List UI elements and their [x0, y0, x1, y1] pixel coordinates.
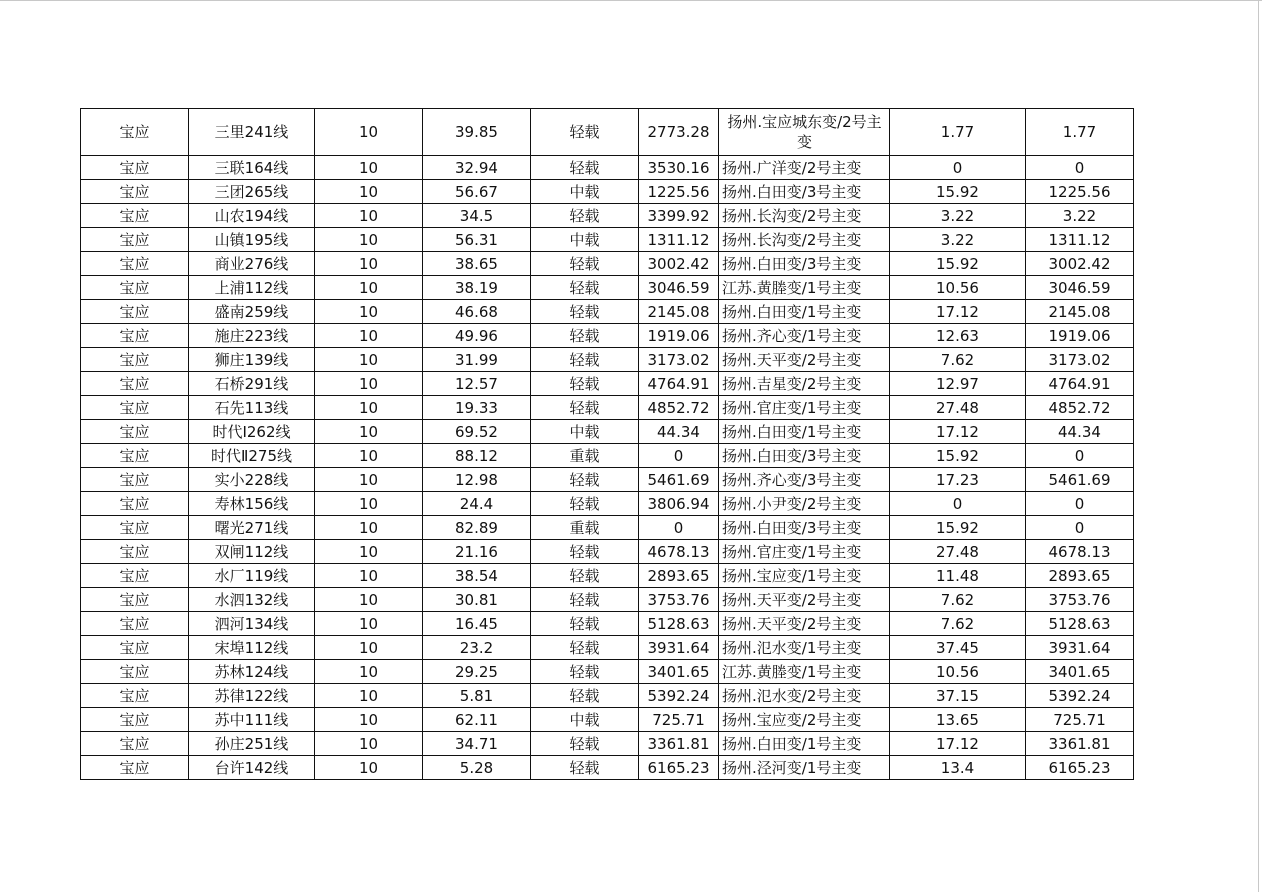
line-name-cell: 三团265线 [189, 180, 315, 204]
transfer-capacity-cell: 0 [1026, 156, 1134, 180]
table-row [81, 732, 1134, 756]
line-name-cell: 宋埠112线 [189, 636, 315, 660]
line-name-cell: 石桥291线 [189, 372, 315, 396]
voltage-cell: 10 [315, 708, 423, 732]
region-cell: 宝应 [81, 420, 189, 444]
table-row [81, 492, 1134, 516]
line-name-cell: 孙庄251线 [189, 732, 315, 756]
transformer-margin-cell: 3.22 [890, 204, 1026, 228]
load-rate-cell: 29.25 [423, 660, 531, 684]
capacity-cell: 1225.56 [639, 180, 719, 204]
transformer-margin-cell: 15.92 [890, 180, 1026, 204]
voltage-cell: 10 [315, 228, 423, 252]
load-status-cell: 轻载 [531, 732, 639, 756]
load-rate-cell: 5.81 [423, 684, 531, 708]
substation-cell: 扬州.官庄变/1号主变 [719, 540, 890, 564]
load-status-cell: 轻载 [531, 756, 639, 780]
load-rate-cell: 62.11 [423, 708, 531, 732]
line-name-cell: 水厂119线 [189, 564, 315, 588]
load-status-cell: 轻载 [531, 468, 639, 492]
load-rate-cell: 24.4 [423, 492, 531, 516]
load-rate-cell: 12.98 [423, 468, 531, 492]
load-rate-cell: 12.57 [423, 372, 531, 396]
region-cell: 宝应 [81, 109, 189, 156]
load-status-cell: 轻载 [531, 109, 639, 156]
table-row [81, 420, 1134, 444]
region-cell: 宝应 [81, 324, 189, 348]
table-row [81, 468, 1134, 492]
voltage-cell: 10 [315, 109, 423, 156]
substation-cell: 扬州.天平变/2号主变 [719, 348, 890, 372]
feeder-load-table [80, 108, 1134, 780]
voltage-cell: 10 [315, 660, 423, 684]
load-status-cell: 轻载 [531, 564, 639, 588]
transformer-margin-cell: 10.56 [890, 660, 1026, 684]
load-status-cell: 中载 [531, 228, 639, 252]
region-cell: 宝应 [81, 468, 189, 492]
load-rate-cell: 38.19 [423, 276, 531, 300]
substation-cell: 扬州.泾河变/1号主变 [719, 756, 890, 780]
line-name-cell: 水泗132线 [189, 588, 315, 612]
line-name-cell: 施庄223线 [189, 324, 315, 348]
capacity-cell: 1919.06 [639, 324, 719, 348]
line-name-cell: 狮庄139线 [189, 348, 315, 372]
transformer-margin-cell: 15.92 [890, 516, 1026, 540]
line-name-cell: 时代Ⅰ262线 [189, 420, 315, 444]
region-cell: 宝应 [81, 348, 189, 372]
load-status-cell: 重载 [531, 444, 639, 468]
transfer-capacity-cell: 4852.72 [1026, 396, 1134, 420]
transformer-margin-cell: 12.97 [890, 372, 1026, 396]
voltage-cell: 10 [315, 468, 423, 492]
region-cell: 宝应 [81, 156, 189, 180]
transfer-capacity-cell: 5128.63 [1026, 612, 1134, 636]
transfer-capacity-cell: 1919.06 [1026, 324, 1134, 348]
capacity-cell: 5128.63 [639, 612, 719, 636]
table-row [81, 348, 1134, 372]
transformer-margin-cell: 7.62 [890, 612, 1026, 636]
capacity-cell: 5461.69 [639, 468, 719, 492]
region-cell: 宝应 [81, 516, 189, 540]
load-rate-cell: 34.71 [423, 732, 531, 756]
line-name-cell: 泗河134线 [189, 612, 315, 636]
voltage-cell: 10 [315, 324, 423, 348]
substation-cell: 江苏.黄塍变/1号主变 [719, 660, 890, 684]
load-rate-cell: 38.65 [423, 252, 531, 276]
transfer-capacity-cell: 3401.65 [1026, 660, 1134, 684]
substation-cell: 扬州.小尹变/2号主变 [719, 492, 890, 516]
table-row [81, 612, 1134, 636]
capacity-cell: 6165.23 [639, 756, 719, 780]
load-status-cell: 轻载 [531, 540, 639, 564]
region-cell: 宝应 [81, 204, 189, 228]
capacity-cell: 5392.24 [639, 684, 719, 708]
load-status-cell: 轻载 [531, 156, 639, 180]
transformer-margin-cell: 13.4 [890, 756, 1026, 780]
transformer-margin-cell: 15.92 [890, 444, 1026, 468]
capacity-cell: 3046.59 [639, 276, 719, 300]
transfer-capacity-cell: 725.71 [1026, 708, 1134, 732]
load-rate-cell: 32.94 [423, 156, 531, 180]
region-cell: 宝应 [81, 756, 189, 780]
transformer-margin-cell: 37.45 [890, 636, 1026, 660]
capacity-cell: 3399.92 [639, 204, 719, 228]
region-cell: 宝应 [81, 564, 189, 588]
table-row [81, 156, 1134, 180]
substation-cell: 扬州.白田变/3号主变 [719, 516, 890, 540]
load-status-cell: 轻载 [531, 636, 639, 660]
substation-cell: 扬州.齐心变/3号主变 [719, 468, 890, 492]
capacity-cell: 4764.91 [639, 372, 719, 396]
load-rate-cell: 5.28 [423, 756, 531, 780]
voltage-cell: 10 [315, 204, 423, 228]
substation-cell: 扬州.吉星变/2号主变 [719, 372, 890, 396]
table-row [81, 300, 1134, 324]
line-name-cell: 时代Ⅱ275线 [189, 444, 315, 468]
load-status-cell: 轻载 [531, 396, 639, 420]
capacity-cell: 2145.08 [639, 300, 719, 324]
transfer-capacity-cell: 6165.23 [1026, 756, 1134, 780]
table-row [81, 660, 1134, 684]
region-cell: 宝应 [81, 492, 189, 516]
table-row [81, 276, 1134, 300]
transfer-capacity-cell: 3753.76 [1026, 588, 1134, 612]
capacity-cell: 725.71 [639, 708, 719, 732]
voltage-cell: 10 [315, 180, 423, 204]
load-rate-cell: 88.12 [423, 444, 531, 468]
load-status-cell: 轻载 [531, 588, 639, 612]
capacity-cell: 0 [639, 516, 719, 540]
line-name-cell: 苏中111线 [189, 708, 315, 732]
load-rate-cell: 39.85 [423, 109, 531, 156]
transfer-capacity-cell: 4678.13 [1026, 540, 1134, 564]
transfer-capacity-cell: 3.22 [1026, 204, 1134, 228]
capacity-cell: 3931.64 [639, 636, 719, 660]
region-cell: 宝应 [81, 636, 189, 660]
line-name-cell: 实小228线 [189, 468, 315, 492]
transfer-capacity-cell: 5461.69 [1026, 468, 1134, 492]
load-rate-cell: 56.67 [423, 180, 531, 204]
transformer-margin-cell: 17.23 [890, 468, 1026, 492]
line-name-cell: 山镇195线 [189, 228, 315, 252]
voltage-cell: 10 [315, 300, 423, 324]
transformer-margin-cell: 37.15 [890, 684, 1026, 708]
region-cell: 宝应 [81, 708, 189, 732]
table-row [81, 109, 1134, 156]
line-name-cell: 三联164线 [189, 156, 315, 180]
region-cell: 宝应 [81, 300, 189, 324]
table-row [81, 756, 1134, 780]
voltage-cell: 10 [315, 444, 423, 468]
load-rate-cell: 19.33 [423, 396, 531, 420]
transformer-margin-cell: 1.77 [890, 109, 1026, 156]
capacity-cell: 3361.81 [639, 732, 719, 756]
transformer-margin-cell: 0 [890, 156, 1026, 180]
capacity-cell: 44.34 [639, 420, 719, 444]
transfer-capacity-cell: 1225.56 [1026, 180, 1134, 204]
capacity-cell: 3806.94 [639, 492, 719, 516]
load-status-cell: 轻载 [531, 372, 639, 396]
voltage-cell: 10 [315, 684, 423, 708]
transfer-capacity-cell: 3046.59 [1026, 276, 1134, 300]
page-right-border [1258, 0, 1259, 892]
capacity-cell: 1311.12 [639, 228, 719, 252]
load-rate-cell: 31.99 [423, 348, 531, 372]
capacity-cell: 3002.42 [639, 252, 719, 276]
substation-cell: 江苏.黄塍变/1号主变 [719, 276, 890, 300]
substation-cell: 扬州.长沟变/2号主变 [719, 204, 890, 228]
transfer-capacity-cell: 4764.91 [1026, 372, 1134, 396]
transfer-capacity-cell: 1311.12 [1026, 228, 1134, 252]
capacity-cell: 3753.76 [639, 588, 719, 612]
voltage-cell: 10 [315, 636, 423, 660]
voltage-cell: 10 [315, 540, 423, 564]
substation-cell: 扬州.宝应城东变/2号主变 [719, 109, 890, 156]
line-name-cell: 台许142线 [189, 756, 315, 780]
table-row [81, 588, 1134, 612]
region-cell: 宝应 [81, 732, 189, 756]
voltage-cell: 10 [315, 420, 423, 444]
substation-cell: 扬州.天平变/2号主变 [719, 612, 890, 636]
transformer-margin-cell: 0 [890, 492, 1026, 516]
region-cell: 宝应 [81, 684, 189, 708]
table-row [81, 684, 1134, 708]
voltage-cell: 10 [315, 252, 423, 276]
region-cell: 宝应 [81, 372, 189, 396]
table-row [81, 180, 1134, 204]
substation-cell: 扬州.白田变/3号主变 [719, 444, 890, 468]
transformer-margin-cell: 15.92 [890, 252, 1026, 276]
transfer-capacity-cell: 3002.42 [1026, 252, 1134, 276]
substation-cell: 扬州.白田变/1号主变 [719, 732, 890, 756]
transfer-capacity-cell: 44.34 [1026, 420, 1134, 444]
substation-cell: 扬州.氾水变/1号主变 [719, 636, 890, 660]
transformer-margin-cell: 3.22 [890, 228, 1026, 252]
table-body [81, 109, 1134, 780]
transformer-margin-cell: 11.48 [890, 564, 1026, 588]
region-cell: 宝应 [81, 180, 189, 204]
voltage-cell: 10 [315, 156, 423, 180]
transformer-margin-cell: 17.12 [890, 732, 1026, 756]
substation-cell: 扬州.广洋变/2号主变 [719, 156, 890, 180]
load-status-cell: 中载 [531, 420, 639, 444]
substation-cell: 扬州.长沟变/2号主变 [719, 228, 890, 252]
region-cell: 宝应 [81, 660, 189, 684]
capacity-cell: 2773.28 [639, 109, 719, 156]
table-row [81, 396, 1134, 420]
region-cell: 宝应 [81, 612, 189, 636]
table-row [81, 444, 1134, 468]
line-name-cell: 山农194线 [189, 204, 315, 228]
line-name-cell: 石先113线 [189, 396, 315, 420]
load-rate-cell: 38.54 [423, 564, 531, 588]
transfer-capacity-cell: 0 [1026, 492, 1134, 516]
load-rate-cell: 16.45 [423, 612, 531, 636]
capacity-cell: 0 [639, 444, 719, 468]
transfer-capacity-cell: 5392.24 [1026, 684, 1134, 708]
voltage-cell: 10 [315, 732, 423, 756]
line-name-cell: 双闸112线 [189, 540, 315, 564]
capacity-cell: 4678.13 [639, 540, 719, 564]
load-status-cell: 轻载 [531, 348, 639, 372]
line-name-cell: 盛南259线 [189, 300, 315, 324]
transformer-margin-cell: 17.12 [890, 420, 1026, 444]
load-status-cell: 中载 [531, 708, 639, 732]
substation-cell: 扬州.氾水变/2号主变 [719, 684, 890, 708]
table-row [81, 252, 1134, 276]
voltage-cell: 10 [315, 516, 423, 540]
capacity-cell: 3401.65 [639, 660, 719, 684]
substation-cell: 扬州.宝应变/1号主变 [719, 564, 890, 588]
transformer-margin-cell: 10.56 [890, 276, 1026, 300]
load-status-cell: 轻载 [531, 492, 639, 516]
voltage-cell: 10 [315, 276, 423, 300]
voltage-cell: 10 [315, 612, 423, 636]
transfer-capacity-cell: 0 [1026, 444, 1134, 468]
load-rate-cell: 34.5 [423, 204, 531, 228]
region-cell: 宝应 [81, 228, 189, 252]
table-row [81, 228, 1134, 252]
line-name-cell: 寿林156线 [189, 492, 315, 516]
transfer-capacity-cell: 3361.81 [1026, 732, 1134, 756]
capacity-cell: 3530.16 [639, 156, 719, 180]
region-cell: 宝应 [81, 252, 189, 276]
load-rate-cell: 82.89 [423, 516, 531, 540]
line-name-cell: 上浦112线 [189, 276, 315, 300]
capacity-cell: 2893.65 [639, 564, 719, 588]
voltage-cell: 10 [315, 756, 423, 780]
load-status-cell: 轻载 [531, 276, 639, 300]
load-rate-cell: 46.68 [423, 300, 531, 324]
load-status-cell: 轻载 [531, 660, 639, 684]
transfer-capacity-cell: 0 [1026, 516, 1134, 540]
table-row [81, 372, 1134, 396]
load-status-cell: 轻载 [531, 252, 639, 276]
substation-cell: 扬州.白田变/3号主变 [719, 252, 890, 276]
load-status-cell: 中载 [531, 180, 639, 204]
transfer-capacity-cell: 2145.08 [1026, 300, 1134, 324]
load-status-cell: 轻载 [531, 612, 639, 636]
transfer-capacity-cell: 1.77 [1026, 109, 1134, 156]
load-rate-cell: 49.96 [423, 324, 531, 348]
transformer-margin-cell: 27.48 [890, 396, 1026, 420]
transfer-capacity-cell: 3173.02 [1026, 348, 1134, 372]
capacity-cell: 3173.02 [639, 348, 719, 372]
substation-cell: 扬州.白田变/3号主变 [719, 180, 890, 204]
load-status-cell: 重载 [531, 516, 639, 540]
region-cell: 宝应 [81, 540, 189, 564]
load-rate-cell: 21.16 [423, 540, 531, 564]
substation-cell: 扬州.白田变/1号主变 [719, 300, 890, 324]
table-row [81, 516, 1134, 540]
line-name-cell: 苏林124线 [189, 660, 315, 684]
substation-cell: 扬州.宝应变/2号主变 [719, 708, 890, 732]
voltage-cell: 10 [315, 348, 423, 372]
load-status-cell: 轻载 [531, 204, 639, 228]
substation-cell: 扬州.官庄变/1号主变 [719, 396, 890, 420]
load-rate-cell: 30.81 [423, 588, 531, 612]
capacity-cell: 4852.72 [639, 396, 719, 420]
load-rate-cell: 56.31 [423, 228, 531, 252]
region-cell: 宝应 [81, 276, 189, 300]
transfer-capacity-cell: 2893.65 [1026, 564, 1134, 588]
line-name-cell: 商业276线 [189, 252, 315, 276]
transformer-margin-cell: 12.63 [890, 324, 1026, 348]
table-row [81, 636, 1134, 660]
transformer-margin-cell: 27.48 [890, 540, 1026, 564]
load-status-cell: 轻载 [531, 684, 639, 708]
voltage-cell: 10 [315, 564, 423, 588]
voltage-cell: 10 [315, 492, 423, 516]
load-status-cell: 轻载 [531, 324, 639, 348]
transformer-margin-cell: 7.62 [890, 588, 1026, 612]
load-rate-cell: 23.2 [423, 636, 531, 660]
line-name-cell: 曙光271线 [189, 516, 315, 540]
transfer-capacity-cell: 3931.64 [1026, 636, 1134, 660]
transformer-margin-cell: 13.65 [890, 708, 1026, 732]
line-name-cell: 三里241线 [189, 109, 315, 156]
substation-cell: 扬州.齐心变/1号主变 [719, 324, 890, 348]
page-top-border [0, 0, 1262, 1]
voltage-cell: 10 [315, 396, 423, 420]
region-cell: 宝应 [81, 588, 189, 612]
table-row [81, 204, 1134, 228]
table-row [81, 540, 1134, 564]
table-row [81, 708, 1134, 732]
voltage-cell: 10 [315, 372, 423, 396]
table-row [81, 324, 1134, 348]
voltage-cell: 10 [315, 588, 423, 612]
substation-cell: 扬州.白田变/1号主变 [719, 420, 890, 444]
table-row [81, 564, 1134, 588]
region-cell: 宝应 [81, 444, 189, 468]
load-status-cell: 轻载 [531, 300, 639, 324]
region-cell: 宝应 [81, 396, 189, 420]
transformer-margin-cell: 17.12 [890, 300, 1026, 324]
substation-cell: 扬州.天平变/2号主变 [719, 588, 890, 612]
transformer-margin-cell: 7.62 [890, 348, 1026, 372]
load-rate-cell: 69.52 [423, 420, 531, 444]
line-name-cell: 苏律122线 [189, 684, 315, 708]
